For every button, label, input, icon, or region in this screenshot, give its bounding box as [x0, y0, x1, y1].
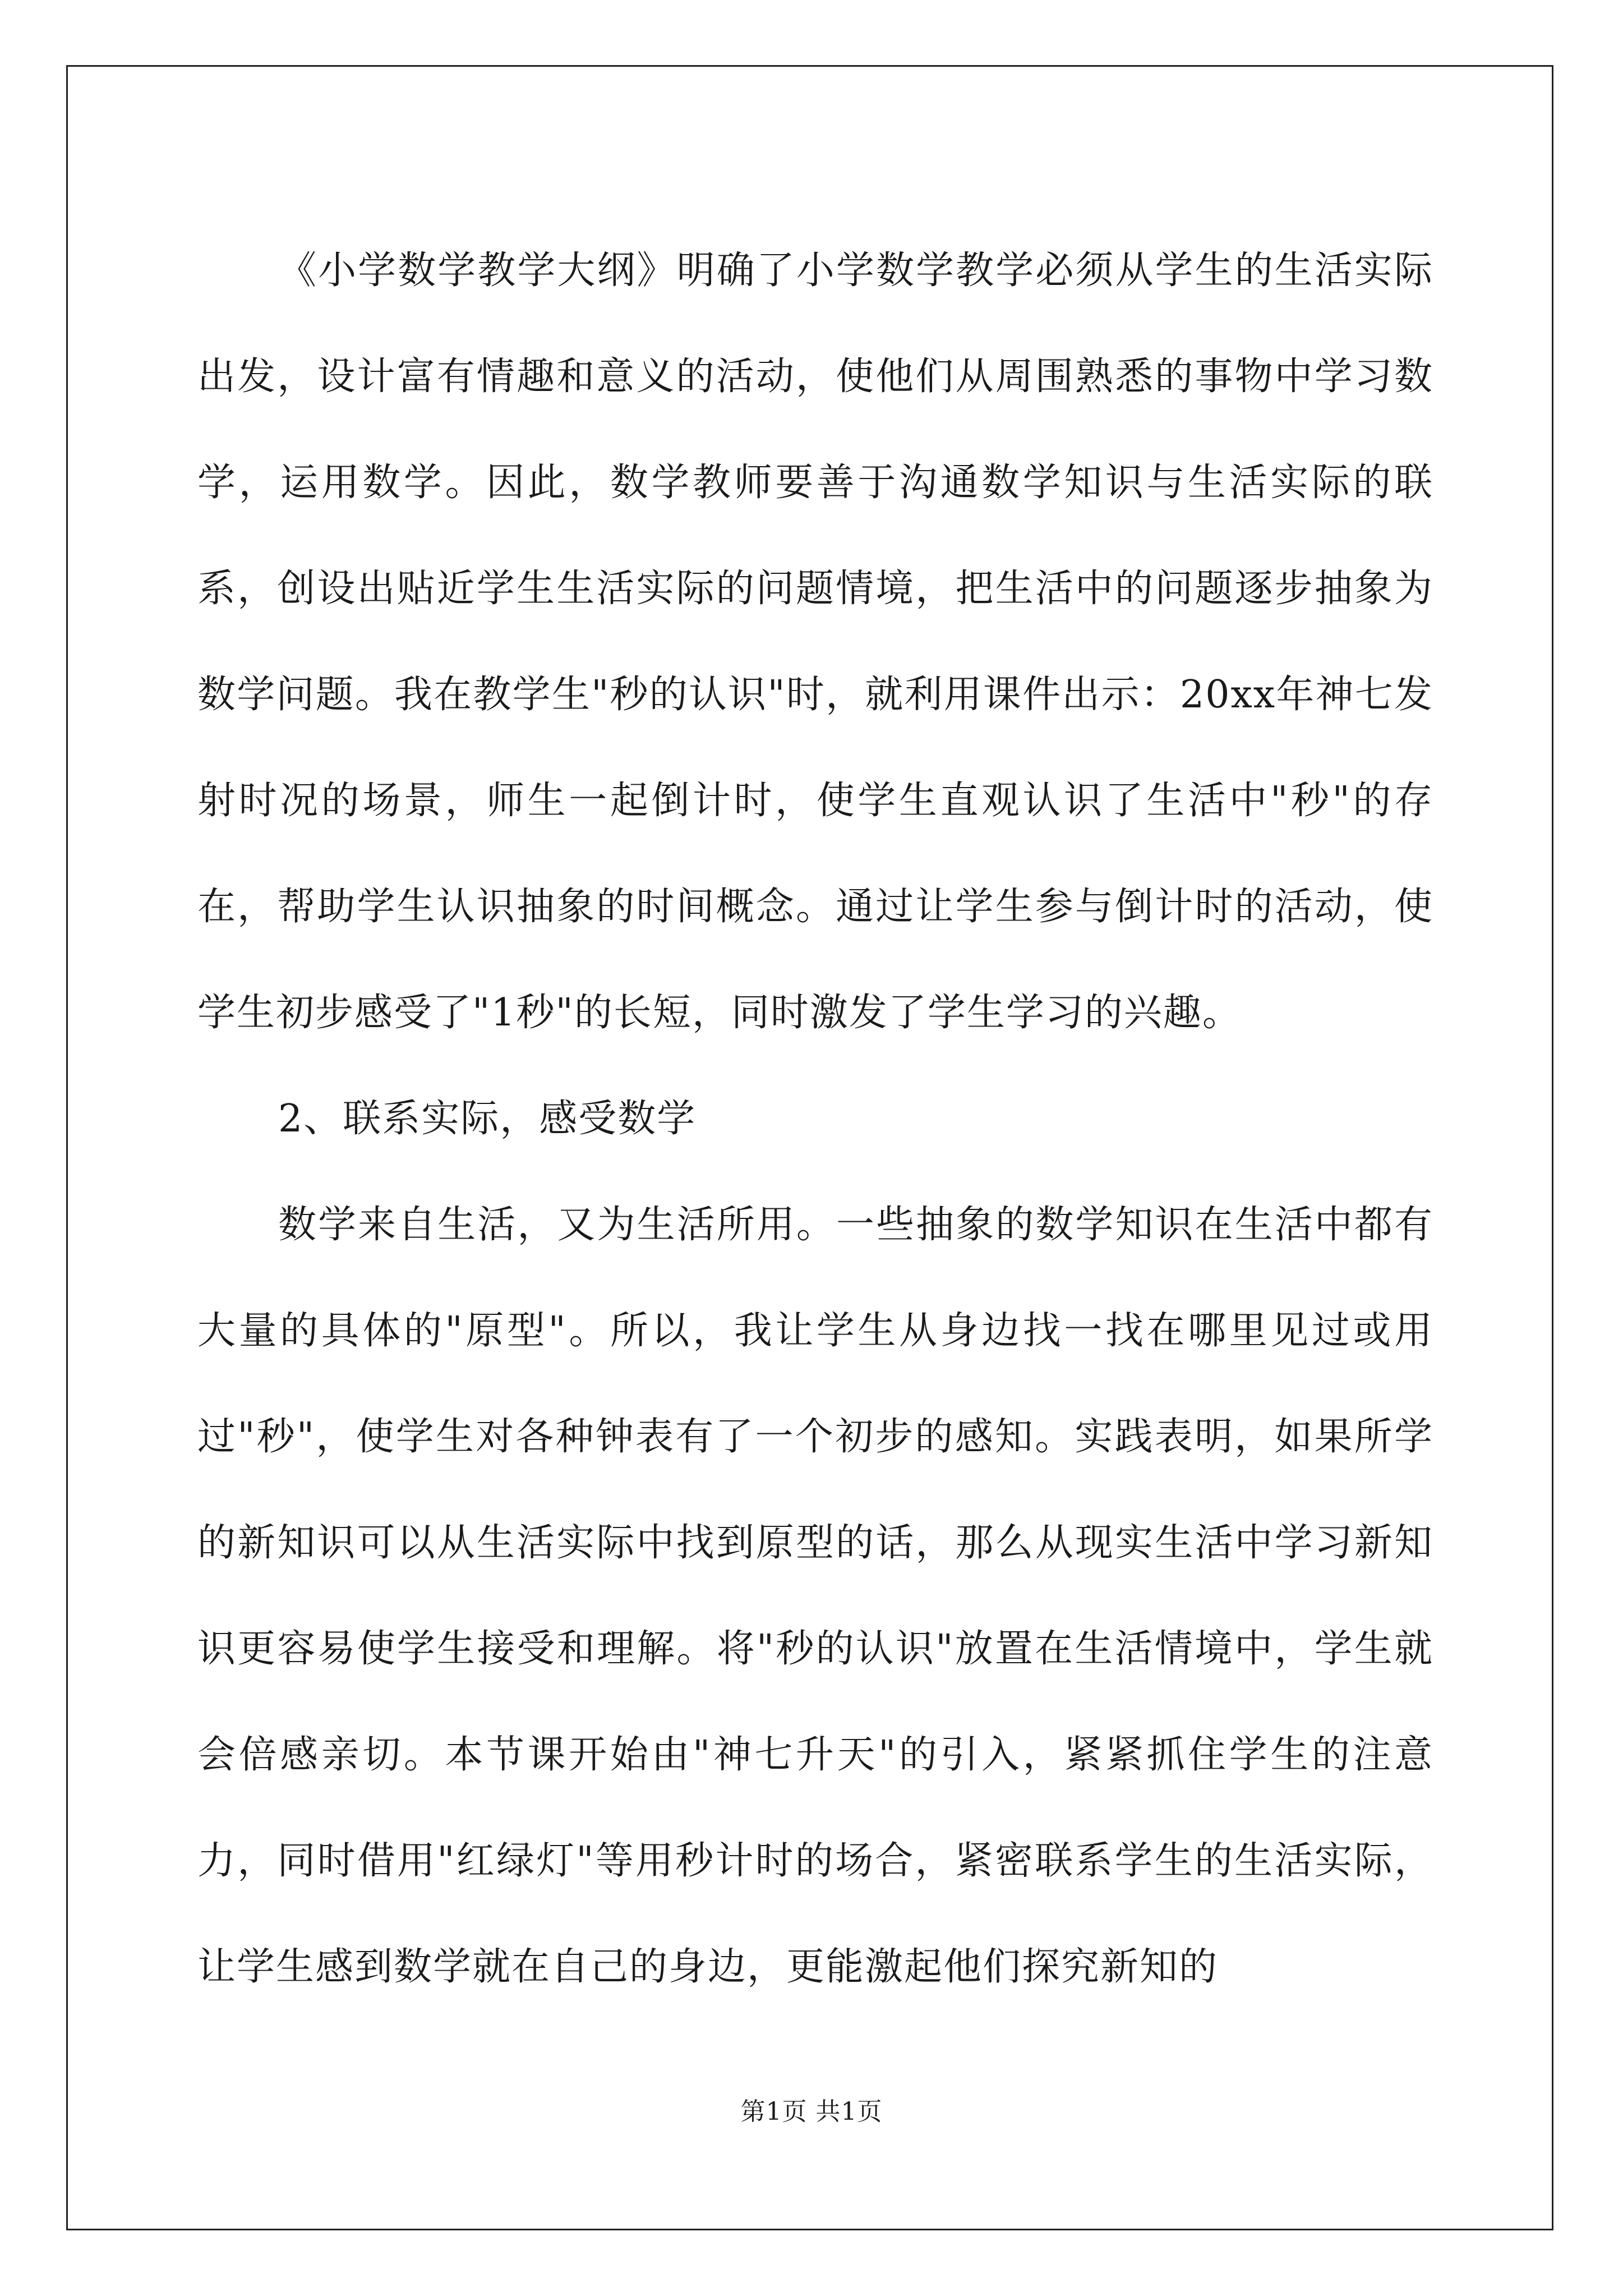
document-body [197, 218, 1433, 2020]
page-footer: 第1页 共1页 [740, 2097, 883, 2126]
section-heading: 2、联系实际，感受数学 [278, 1097, 697, 1141]
paragraph-intro: 《小学数学教学大纲》明确了小学数学教学必须从学生的生活实际出发，设计富有情趣和意义的活动，使他们从周围熟悉的事物中学习数学，运用数学。因此，数学教师要善于沟通数学知识与生活实际的联系，创设出贴近学生生活实际的问题情境，把生活中的问题逐步抽象为数学问题。我在教学生"秒的认识"时，就利用课件出示：20xx年神七发射时况的场景，师生一起倒计时，使学生直观认识了生活中"秒"的存在，帮助学生认识抽象的时间概念。通过让学生参与倒计时的活动，使学生初步感受了"1秒"的长短，同时激发了学生学习的兴趣。 [197, 249, 1433, 1035]
paragraph-body: 数学来自生活，又为生活所用。一些抽象的数学知识在生活中都有大量的具体的"原型"。所以，我让学生从身边找一找在哪里见过或用过"秒"，使学生对各种钟表有了一个初步的感知。实践表明，如果所学的新知识可以从生活实际中找到原型的话，那么从现实生活中学习新知识更容易使学生接受和理解。将"秒的认识"放置在生活情境中，学生就会倍感亲切。本节课开始由"神七升天"的引入，紧紧抓住学生的注意力，同时借用"红绿灯"等用秒计时的场合，紧密联系学生的生活实际，让学生感到数学就在自己的身边，更能激起他们探究新知的 [197, 1203, 1433, 1989]
